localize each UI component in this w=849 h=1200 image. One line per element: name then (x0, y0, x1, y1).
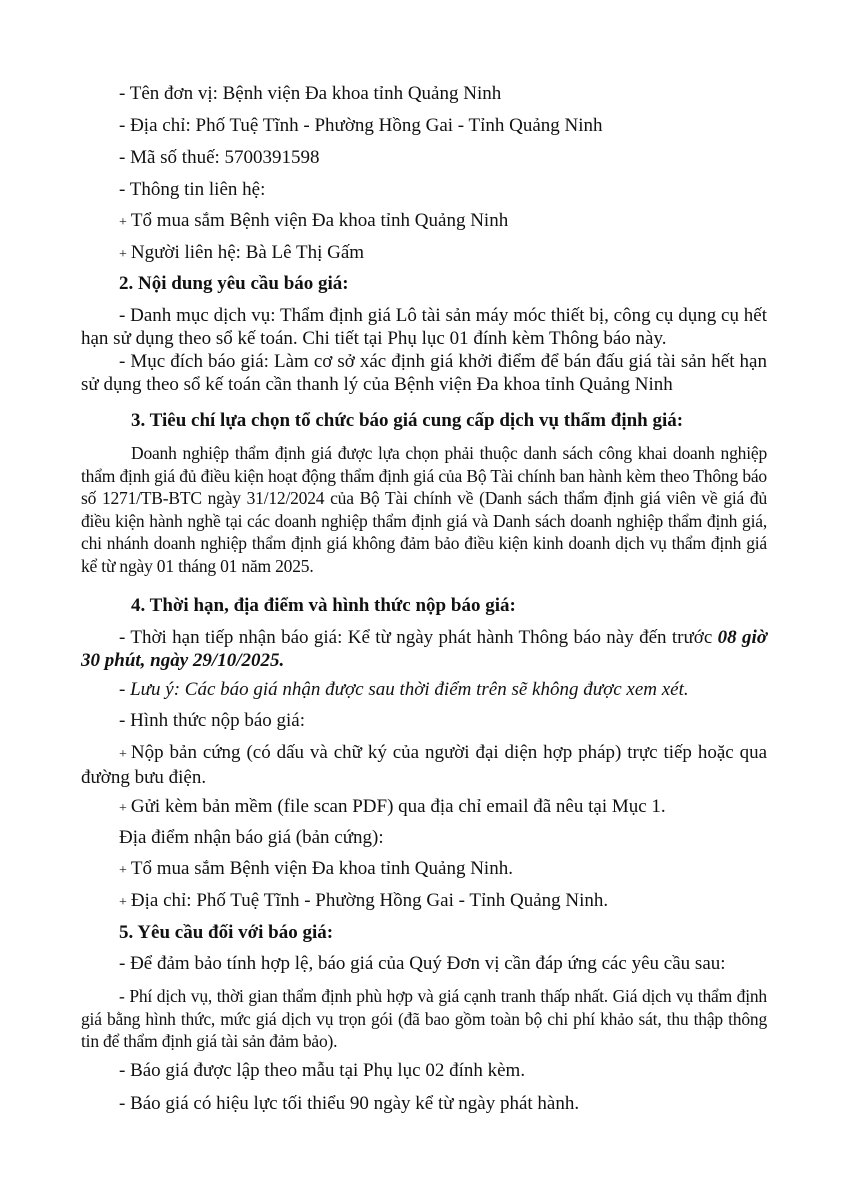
bullet-plus: + (119, 801, 127, 816)
fee-paragraph: - Phí dịch vụ, thời gian thẩm định phù hợp và giá cạnh tranh thấp nhất. Giá dịch vụ thẩm định giá bằng hình thức, mức giá dịch vụ trọn gói (đã bao gồm toàn bộ chi phí khảo sát, thu thập thông tin để thẩm định giá tài sản đảm bảo). (81, 986, 767, 1051)
deadline-time: 08 giờ 30 phút, ngày 29/10/2025. (81, 627, 768, 671)
section2-title: 2. Nội dung yêu cầu báo giá: (119, 273, 349, 294)
location-team-text: Tổ mua sắm Bệnh viện Đa khoa tỉnh Quảng Ninh. (130, 858, 513, 879)
contact-person-text: Người liên hệ: Bà Lê Thị Gấm (130, 242, 365, 263)
location-address-text: Địa chỉ: Phố Tuệ Tĩnh - Phường Hồng Gai - Tỉnh Quảng Ninh. (130, 890, 609, 911)
section3-paragraph: Doanh nghiệp thẩm định giá được lựa chọn phải thuộc danh sách công khai doanh nghiệp thẩm định giá đủ điều kiện hoạt động thẩm định giá của Bộ Tài chính ban hành kèm theo Thông báo số 1271/TB-BTC ngày 31/12/2024 của Bộ Tài chính về (Danh sách thẩm định giá viên về giá đủ điều kiện hành nghề tại các doanh nghiệp thẩm định giá và Danh sách doanh nghiệp thẩm định giá, chi nhánh doanh nghiệp thẩm định giá không đảm bảo điều kiện kinh doanh dịch vụ thẩm định giá kể từ ngày 01 tháng 01 năm 2025. (81, 443, 767, 576)
submission-form-label: - Hình thức nộp báo giá: (119, 710, 306, 731)
location-address-line (119, 889, 608, 914)
bullet-plus: + (119, 215, 127, 230)
location-label: Địa điểm nhận báo giá (bản cứng): (119, 827, 384, 848)
team-line (119, 209, 508, 234)
section5-intro: - Để đảm bảo tính hợp lệ, báo giá của Quý Đơn vị cần đáp ứng các yêu cầu sau: (119, 953, 726, 974)
deadline-paragraph (81, 626, 767, 672)
bullet-plus: + (119, 895, 127, 910)
template-line: - Báo giá được lập theo mẫu tại Phụ lục 02 đính kèm. (119, 1060, 526, 1081)
bullet-plus: + (119, 747, 127, 762)
purpose-paragraph: - Mục đích báo giá: Làm cơ sở xác định giá khởi điểm để bán đấu giá tài sản hết hạn sử dụng theo sổ kế toán cần thanh lý của Bệnh viện Đa khoa tỉnh Quảng Ninh (81, 351, 767, 395)
section5-title: 5. Yêu cầu đối với báo giá: (119, 922, 334, 943)
tax-code-line: - Mã số thuế: 5700391598 (119, 147, 320, 168)
bullet-plus: + (119, 863, 127, 878)
team-text: Tổ mua sắm Bệnh viện Đa khoa tỉnh Quảng Ninh (130, 210, 509, 231)
address-line: - Địa chỉ: Phố Tuệ Tĩnh - Phường Hồng Gai - Tỉnh Quảng Ninh (119, 115, 603, 136)
hardcopy-paragraph (81, 741, 767, 789)
softcopy-line (119, 795, 666, 820)
service-list-paragraph: - Danh mục dịch vụ: Thẩm định giá Lô tài sản máy móc thiết bị, công cụ dụng cụ hết hạn sử dụng theo sổ kế toán. Chi tiết tại Phụ lục 01 đính kèm Thông báo này. (81, 305, 767, 349)
deadline-prefix: - Thời hạn tiếp nhận báo giá: Kể từ ngày phát hành Thông báo này đến trước (119, 627, 713, 648)
contact-info-label: - Thông tin liên hệ: (119, 179, 266, 200)
late-note: - Lưu ý: Các báo giá nhận được sau thời điểm trên sẽ không được xem xét. (119, 679, 689, 700)
bullet-plus: + (119, 247, 127, 262)
hardcopy-text: Nộp bản cứng (có dấu và chữ ký của người đại diện hợp pháp) trực tiếp hoặc qua đường bưu điện. (81, 742, 767, 788)
unit-name-line: - Tên đơn vị: Bệnh viện Đa khoa tỉnh Quảng Ninh (119, 83, 502, 104)
softcopy-text: Gửi kèm bản mềm (file scan PDF) qua địa chỉ email đã nêu tại Mục 1. (130, 796, 666, 817)
section4-title: 4. Thời hạn, địa điểm và hình thức nộp báo giá: (131, 595, 516, 616)
contact-person-line (119, 241, 364, 266)
section3-title: 3. Tiêu chí lựa chọn tổ chức báo giá cung cấp dịch vụ thẩm định giá: (131, 410, 684, 431)
location-team-line (119, 857, 513, 882)
validity-line: - Báo giá có hiệu lực tối thiểu 90 ngày kể từ ngày phát hành. (119, 1093, 580, 1114)
